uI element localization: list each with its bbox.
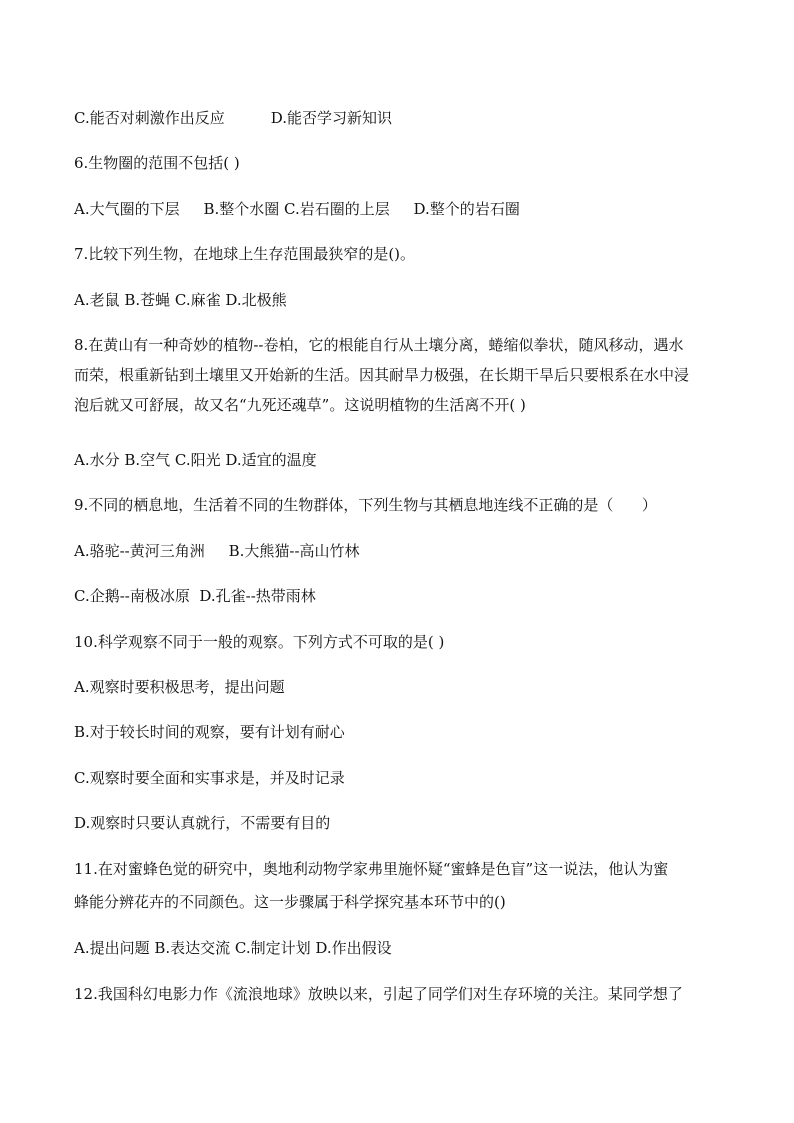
q11-stem-line2: 蜂能分辨花卉的不同颜色。这一步骤属于科学探究基本环节中的() [74, 893, 506, 911]
q5-options-cd [74, 107, 724, 129]
q7-stem: 7.比较下列生物，在地球上生存范围最狭窄的是()。 [74, 245, 416, 263]
q9-options-ab: A.骆驼--黄河三角洲 B.大熊猫--高山竹林 [74, 542, 360, 560]
q10-option-a: A.观察时要积极思考，提出问题 [74, 678, 285, 696]
q11-stem-line1: 11.在对蜜蜂色觉的研究中，奥地利动物学家弗里施怀疑“蜜蜂是色盲”这一说法，他认为蜜 [74, 860, 669, 878]
q11-options: A.提出问题 B.表达交流 C.制定计划 D.作出假设 [74, 939, 392, 957]
q9-stem: 9.不同的栖息地，生活着不同的生物群体，下列生物与其栖息地连线不正确的是（ ） [74, 496, 657, 514]
q10-stem: 10.科学观察不同于一般的观察。下列方式不可取的是( ) [74, 633, 445, 651]
q10-option-c: C.观察时要全面和实事求是，并及时记录 [74, 769, 345, 787]
q6-stem: 6.生物圈的范围不包括( ) [74, 154, 240, 172]
q10-option-d: D.观察时只要认真就行，不需要有目的 [74, 814, 331, 832]
q12-stem-line1: 12.我国科幻电影力作《流浪地球》放映以来，引起了同学们对生存环境的关注。某同学想了 [74, 985, 683, 1003]
q8-stem-line2: 而荣，根重新钻到土壤里又开始新的生活。因其耐旱力极强，在长期干旱后只要根系在水中浸 [74, 366, 690, 384]
q6-options: A.大气圈的下层 B.整个水圈 C.岩石圈的上层 D.整个的岩石圈 [74, 200, 520, 218]
q8-options: A.水分 B.空气 C.阳光 D.适宜的温度 [74, 451, 317, 469]
q5-option-c: C.能否对刺激作出反应 [74, 109, 225, 127]
q8-stem-line3: 泡后就又可舒展，故又名“九死还魂草”。这说明植物的生活离不开( ) [74, 396, 526, 414]
q8-stem-line1: 8.在黄山有一种奇妙的植物--卷柏，它的根能自行从土壤分离，蜷缩似拳状，随风移动，遇水 [74, 336, 684, 354]
q5-option-d: D.能否学习新知识 [270, 109, 392, 127]
q7-options: A.老鼠 B.苍蝇 C.麻雀 D.北极熊 [74, 291, 287, 309]
q9-options-cd: C.企鹅--南极冰原 D.孔雀--热带雨林 [74, 587, 316, 605]
q10-option-b: B.对于较长时间的观察，要有计划有耐心 [74, 723, 345, 741]
